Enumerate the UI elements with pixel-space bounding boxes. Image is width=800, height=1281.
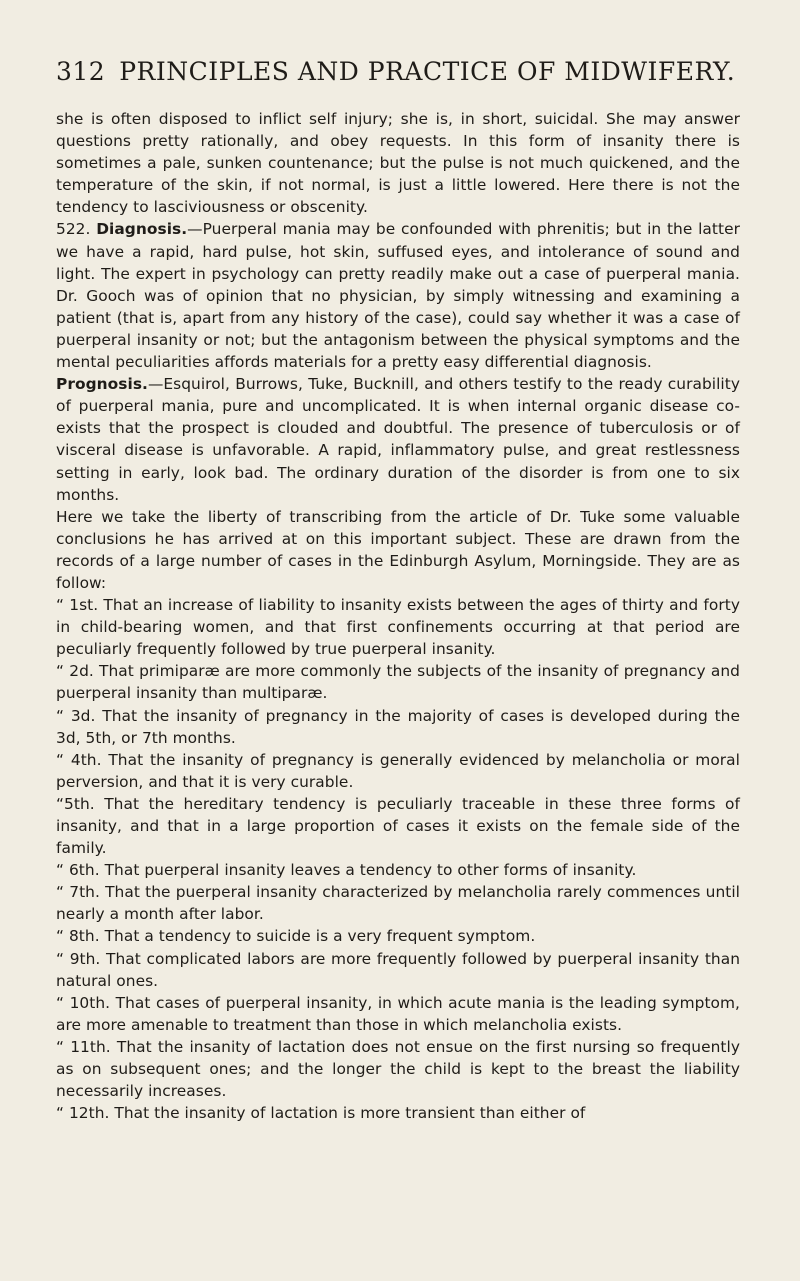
- conclusion-10: “ 10th. That cases of puerperal insanity, in which acute mania is the leading symptom, are more amenable to treatment than those in which melancholia exists.: [56, 993, 740, 1034]
- paragraph-prognosis: Prognosis.—Esquirol, Burrows, Tuke, Bucknill, and others testify to the ready curability of puerperal mania, pure and uncomplicated. It is when internal organic disease co-exists that the prospect is clouded and doubtful. The presence of tuberculosis or of visceral disease is unfavorable. A rapid, inflammatory pulse, and great restlessness setting in early, look bad. The ordinary duration of the disorder is from one to six months.: [56, 375, 740, 504]
- paragraph-1: she is often disposed to inflict self injury; she is, in short, suicidal. She may answer questions pretty rationally, and obey requests. In this form of insanity there is sometimes a pale, sunken countenance; but the pulse is not much quickened, and the temperature of the skin, if not normal, is just a little lowered. Here there is not the tendency to lasciviousness or obscenity.: [56, 110, 740, 217]
- conclusion-11: “ 11th. That the insanity of lactation does not ensue on the first nursing so frequently as on subsequent ones; and the longer the child is kept to the breast the liability necessarily increases.: [56, 1037, 740, 1101]
- section-heading-prognosis: Prognosis.: [56, 375, 148, 394]
- paragraph-diagnosis: 522. Diagnosis.—Puerperal mania may be confounded with phrenitis; but in the latter we have a rapid, hard pulse, hot skin, suffused eyes, and intolerance of sound and light. The expert in psychology can pretty readily make out a case of puerperal mania. Dr. Gooch was of opinion that no physician, by simply witnessing and examining a patient (that is, apart from any history of the case), could say whether it was a case of puerperal insanity or not; but the antagonism between the physical symptoms and the mental peculiarities affords materials for a pretty easy differential diagnosis.: [56, 220, 740, 372]
- conclusion-4: “ 4th. That the insanity of pregnancy is generally evidenced by melancholia or moral perversion, and that it is very curable.: [56, 750, 740, 791]
- conclusion-3: “ 3d. That the insanity of pregnancy in the majority of cases is developed during the 3d, 5th, or 7th months.: [56, 706, 740, 747]
- paragraph-tuke-intro: Here we take the liberty of transcribing from the article of Dr. Tuke some valuable conclusions he has arrived at on this important subject. These are drawn from the records of a large number of cases in the Edinburgh Asylum, Morningside. They are as follow:: [56, 507, 740, 592]
- conclusion-8: “ 8th. That a tendency to suicide is a very frequent symptom.: [56, 927, 536, 946]
- conclusion-9: “ 9th. That complicated labors are more frequently followed by puerperal insanity than natural ones.: [56, 949, 740, 990]
- conclusion-1: “ 1st. That an increase of liability to insanity exists between the ages of thirty and forty in child-bearing women, and that first confinements occurring at that period are peculiarly frequently followed by true puerperal insanity.: [56, 596, 740, 659]
- conclusion-5: “5th. That the hereditary tendency is peculiarly traceable in these three forms of insanity, and that in a large proportion of cases it exists on the female side of the family.: [56, 794, 740, 858]
- conclusion-6: “ 6th. That puerperal insanity leaves a tendency to other forms of insanity.: [56, 861, 637, 880]
- page-number: 312: [56, 57, 106, 86]
- running-title: PRINCIPLES AND PRACTICE OF MIDWIFERY.: [119, 57, 736, 86]
- conclusion-12: “ 12th. That the insanity of lactation is more transient than either of: [56, 1104, 586, 1123]
- section-heading-diagnosis: Diagnosis.: [96, 220, 188, 239]
- conclusion-2: “ 2d. That primiparæ are more commonly the subjects of the insanity of pregnancy and puerperal insanity than multiparæ.: [56, 662, 740, 703]
- running-header: [56, 58, 740, 86]
- conclusion-7: “ 7th. That the puerperal insanity characterized by melancholia rarely commences until nearly a month after labor.: [56, 883, 740, 924]
- body-text: [56, 108, 740, 1124]
